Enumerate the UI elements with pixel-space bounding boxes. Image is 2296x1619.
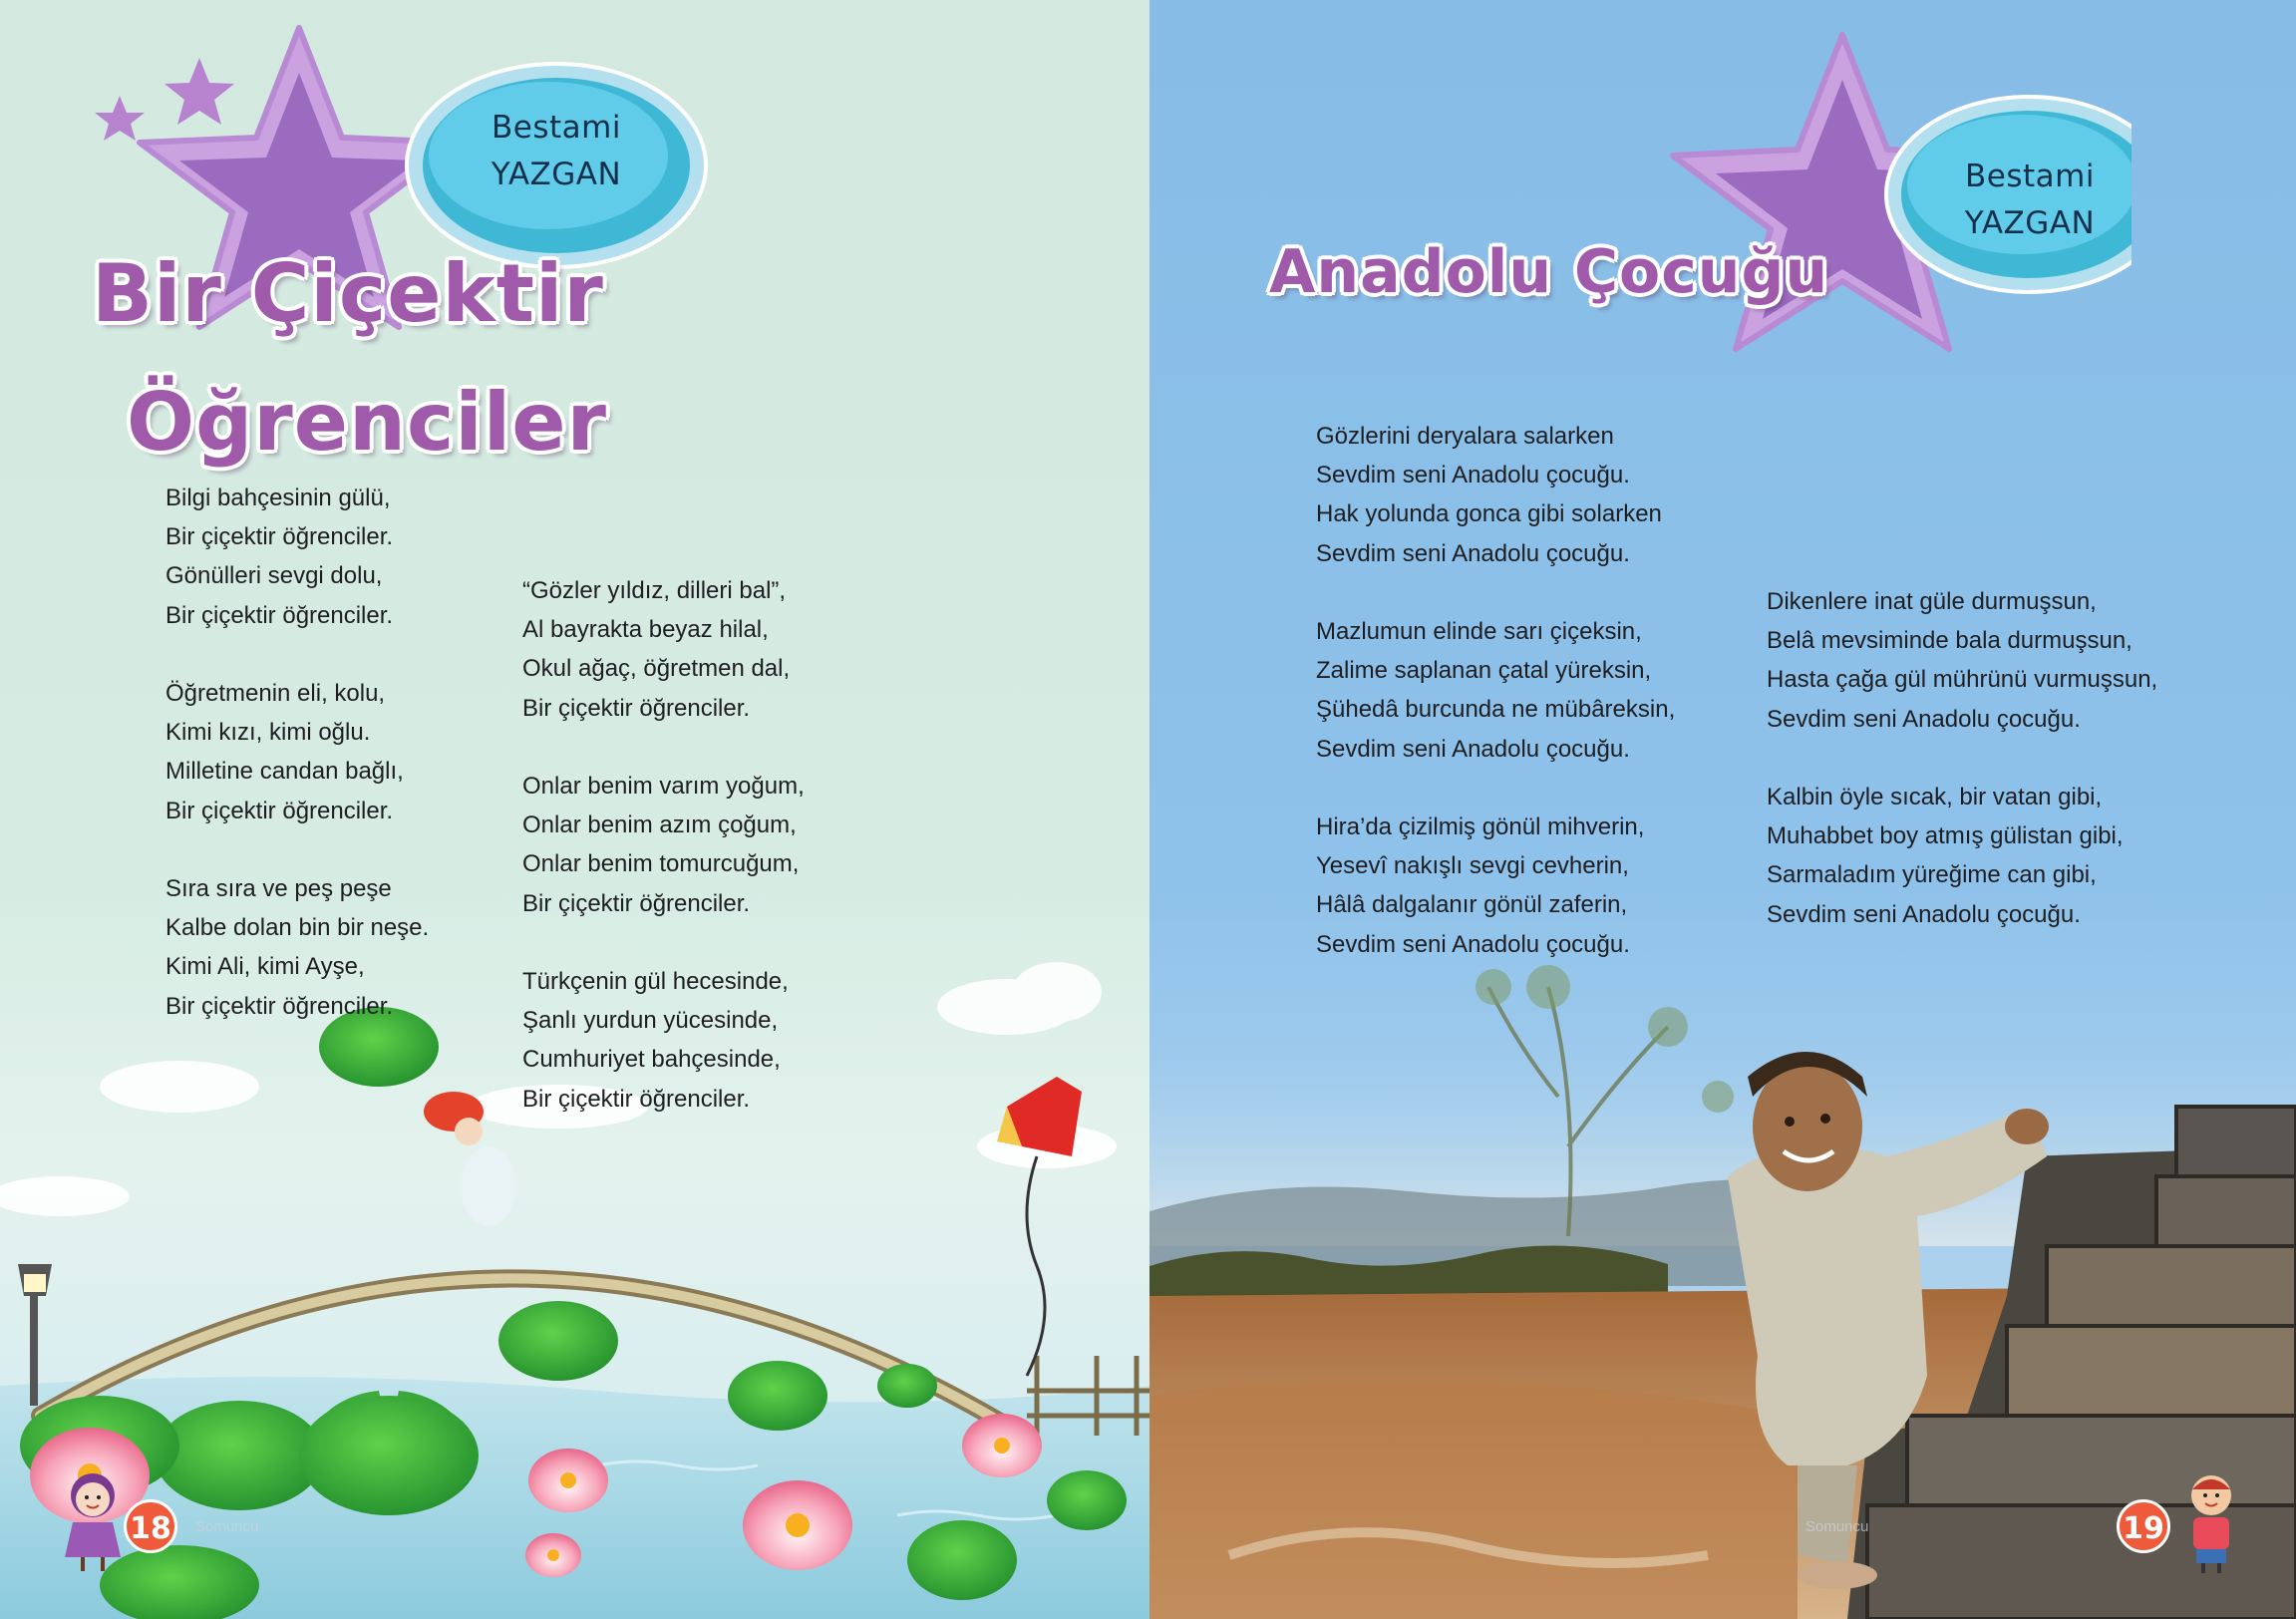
author-last-name: YAZGAN <box>491 157 622 192</box>
poem-line: Cumhuriyet bahçesinde, <box>522 1046 781 1074</box>
poem-line: Sevdim seni Anadolu çocuğu. <box>1316 735 1630 763</box>
poem-line: Milletine candan bağlı, <box>165 758 404 786</box>
poem-line: Bir çiçektir öğrenciler. <box>165 797 394 824</box>
boy-mascot-icon <box>2176 1467 2246 1577</box>
poem-line: Bir çiçektir öğrenciler. <box>522 694 751 722</box>
poem-line: Kimi Ali, kimi Ayşe, <box>165 953 365 981</box>
stanza <box>165 674 429 830</box>
author-badge <box>1910 154 2149 247</box>
poem-line: Yesevî nakışlı sevgi cevherin, <box>1316 852 1629 880</box>
poem-column-1 <box>165 479 429 1026</box>
author-first-name: Bestami <box>492 110 621 146</box>
poem-line: Okul ağaç, öğretmen dal, <box>522 655 791 683</box>
footer-text: Somuncu <box>1805 1518 1869 1535</box>
poem-line: Gözlerini deryalara salarken <box>1316 423 1614 450</box>
poem-line: Kalbin öyle sıcak, bir vatan gibi, <box>1767 784 2103 810</box>
poem-line: Kalbe dolan bin bir neşe. <box>165 914 430 942</box>
poem-line: Bir çiçektir öğrenciler. <box>165 523 394 551</box>
poem-line: Gönülleri sevgi dolu, <box>165 562 383 590</box>
stanza <box>165 479 429 635</box>
poem-line: Sevdim seni Anadolu çocuğu. <box>1316 462 1630 489</box>
stanza <box>522 767 805 923</box>
poem-line: Bilgi bahçesinin gülü, <box>165 485 391 511</box>
right-page <box>1149 0 2296 1619</box>
stanza <box>522 962 805 1119</box>
author-badge <box>439 105 674 198</box>
poem-line: Sarmaladım yüreğime can gibi, <box>1767 861 2097 889</box>
poem-line: Sevdim seni Anadolu çocuğu. <box>1316 539 1630 567</box>
poem-line: Sevdim seni Anadolu çocuğu. <box>1316 930 1630 958</box>
stanza <box>1767 582 2157 739</box>
footer-text: Somuncu <box>195 1518 259 1535</box>
poem-title-line2: Öğrenciler <box>127 376 607 469</box>
author-last-name: YAZGAN <box>1964 205 2096 241</box>
kite <box>997 1077 1082 1376</box>
poem-column-2 <box>522 571 805 1119</box>
stanza <box>522 571 805 728</box>
poem-line: Sıra sıra ve peş peşe <box>165 875 392 902</box>
poem-line: Sevdim seni Anadolu çocuğu. <box>1767 900 2081 928</box>
poem-line: Kimi kızı, kimi oğlu. <box>165 719 371 747</box>
poem-line: Hasta çağa gül mührünü vurmuşsun, <box>1767 666 2158 694</box>
page-number: 18 <box>124 1499 177 1553</box>
girl-mascot-icon <box>58 1467 128 1577</box>
author-first-name: Bestami <box>1965 159 2095 194</box>
poem-column-2 <box>1767 582 2157 934</box>
poem-line: “Gözler yıldız, dilleri bal”, <box>522 577 787 604</box>
poem-line: Bir çiçektir öğrenciler. <box>165 992 394 1020</box>
poem-line: Onlar benim azım çoğum, <box>522 811 797 839</box>
poem-line: Onlar benim tomurcuğum, <box>522 850 800 878</box>
poem-line: Şühedâ burcunda ne mübâreksin, <box>1316 696 1676 724</box>
poem-title-line1: Bir Çiçektir <box>92 247 604 340</box>
poem-line: Hira’da çizilmiş gönül mihverin, <box>1316 813 1645 840</box>
poem-line: Türkçenin gül hecesinde, <box>522 968 789 995</box>
poem-line: Sevdim seni Anadolu çocuğu. <box>1767 705 2081 733</box>
poem-line: Onlar benim varım yoğum, <box>522 773 805 800</box>
poem-line: Mazlumun elinde sarı çiçeksin, <box>1316 618 1642 645</box>
poem-line: Şanlı yurdun yücesinde, <box>522 1007 779 1035</box>
poem-line: Bir çiçektir öğrenciler. <box>165 601 394 629</box>
poem-line: Öğretmenin eli, kolu, <box>165 680 386 707</box>
poem-column-1 <box>1316 417 1675 964</box>
poem-line: Belâ mevsiminde bala durmuşsun, <box>1767 627 2132 655</box>
poem-line: Bir çiçektir öğrenciler. <box>522 889 751 917</box>
poem-line: Muhabbet boy atmış gülistan gibi, <box>1767 822 2124 850</box>
poem-line: Zalime saplanan çatal yüreksin, <box>1316 657 1652 685</box>
poem-line: Hak yolunda gonca gibi solarken <box>1316 500 1662 528</box>
poem-line: Hâlâ dalgalanır gönül zaferin, <box>1316 891 1628 919</box>
stanza <box>1316 808 1675 964</box>
stanza <box>1767 778 2157 934</box>
stanza <box>165 869 429 1026</box>
poem-line: Dikenlere inat güle durmuşsun, <box>1767 588 2097 615</box>
stanza <box>1316 612 1675 769</box>
poem-line: Al bayrakta beyaz hilal, <box>522 616 769 644</box>
stanza <box>1316 417 1675 573</box>
poem-line: Bir çiçektir öğrenciler. <box>522 1085 751 1113</box>
poem-title: Anadolu Çocuğu <box>1269 237 1829 307</box>
page-number: 19 <box>2117 1499 2170 1553</box>
